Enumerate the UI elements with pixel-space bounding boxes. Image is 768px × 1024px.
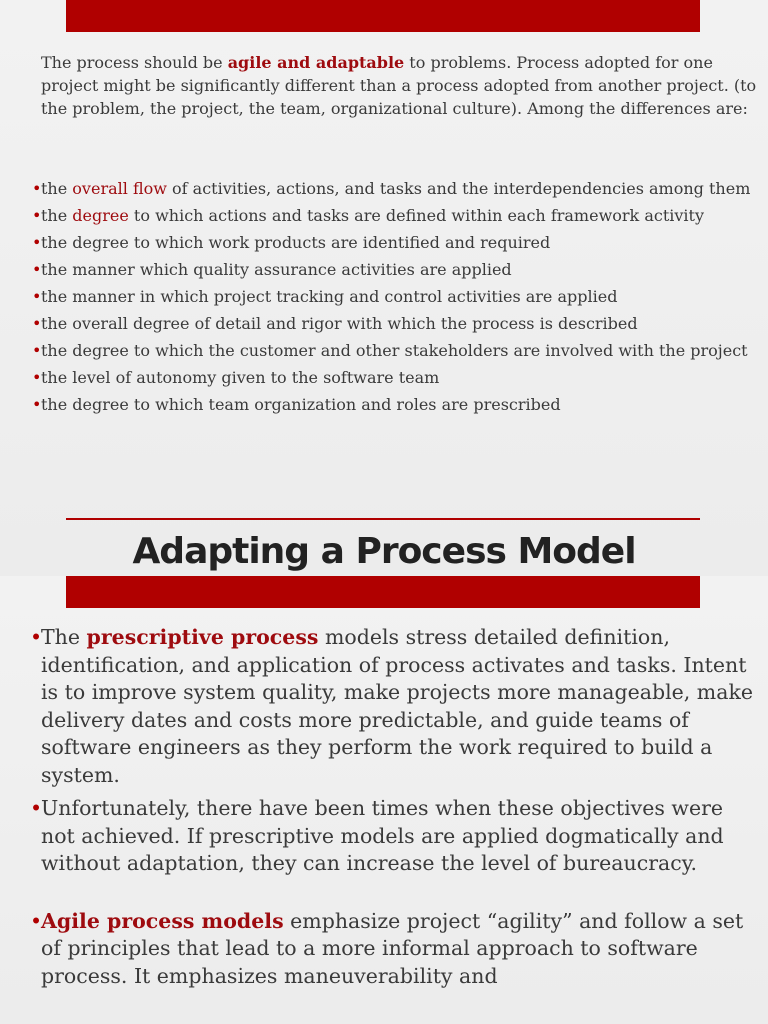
highlight-prescriptive-process: prescriptive process	[86, 625, 319, 649]
list-item: • the degree to which team organization and roles are prescribed	[32, 394, 758, 416]
list-item: • the level of autonomy given to the software team	[32, 367, 758, 389]
highlight-overall-flow: overall flow	[72, 179, 167, 198]
slide-2-title-bar	[66, 576, 700, 608]
slide-2-bullet-list	[30, 624, 760, 996]
list-item: • Unfortunately, there have been times when these objectives were not achieved. If prescriptive models are applied dogmatically and without adaptation, they can increase the level of bureaucracy.	[30, 795, 760, 878]
intro-text-before: The process should be	[41, 53, 228, 72]
slide-1-intro-paragraph	[41, 51, 757, 120]
slide-title: Adapting a Process Model	[132, 531, 636, 572]
intro-text-after: to problems. Process adopted for one project might be significantly different than a process adopted from another project. (to the problem, the project, the team, organizational culture). Among the differences are:	[41, 53, 757, 118]
slide-2	[0, 576, 768, 1024]
highlight-degree: degree	[72, 206, 129, 225]
list-item: • The prescriptive process models stress detailed definition, identification, and application of process activates and tasks. Intent is to improve system quality, make projects more manageable, make delivery dates and costs more predictable, and guide teams of software engineers as they perform the work required to build a system.	[30, 624, 760, 789]
list-item: • the degree to which actions and tasks are defined within each framework activity	[32, 205, 758, 227]
list-item: • the degree to which the customer and other stakeholders are involved with the project	[32, 340, 758, 362]
list-item: • the manner which quality assurance activities are applied	[32, 259, 758, 281]
list-item: • the degree to which work products are identified and required	[32, 232, 758, 254]
list-item: • the overall degree of detail and rigor with which the process is described	[32, 313, 758, 335]
highlight-agile-process-models: Agile process models	[41, 908, 284, 933]
title-divider-line	[66, 518, 700, 520]
intro-highlight-agile-adaptable: agile and adaptable	[227, 53, 405, 72]
slide-1-title-bar	[66, 0, 700, 32]
list-item: • Agile process models emphasize project “agility” and follow a set of principles that lead to a more informal approach to software process. It emphasizes maneuverability and	[30, 908, 760, 991]
list-item: • the manner in which project tracking and control activities are applied	[32, 286, 758, 308]
slide-1-bullet-list	[32, 178, 758, 421]
list-item: • the overall flow of activities, actions, and tasks and the interdependencies among them	[32, 178, 758, 200]
